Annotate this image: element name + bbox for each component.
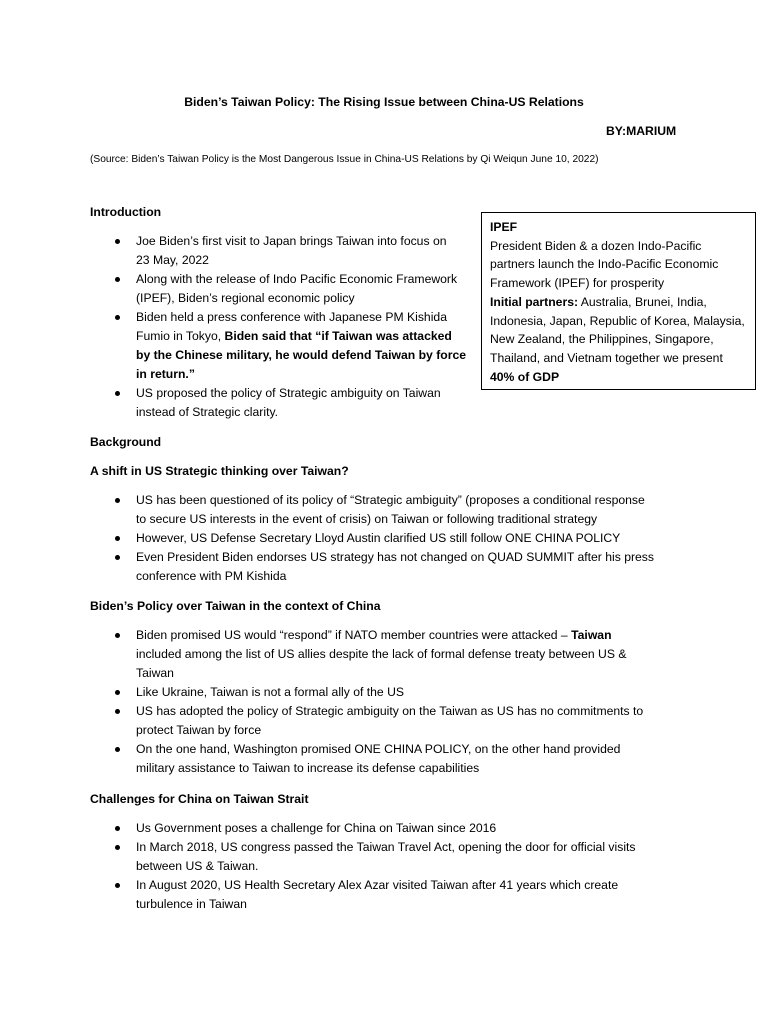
list-item-line: protect Taiwan by force: [136, 723, 262, 737]
ipef-line: Indonesia, Japan, Republic of Korea, Malaysia,: [490, 313, 745, 328]
list-item-line: US proposed the policy of Strategic ambiguity on Taiwan: [136, 386, 441, 400]
list-item-text: Biden promised US would “respond” if NATO member countries were attacked –: [136, 628, 572, 642]
list-item-line: by the Chinese military, he would defend Taiwan by force: [136, 348, 467, 362]
policy-list: [0, 626, 643, 778]
list-item: [0, 548, 654, 586]
list-item: [0, 308, 466, 384]
list-item-line: Us Government poses a challenge for China on Taiwan since 2016: [136, 821, 497, 835]
list-item-line: Taiwan: [136, 666, 174, 680]
list-item-line: Joe Biden’s first visit to Japan brings Taiwan into focus on: [136, 234, 447, 248]
list-item-line: in return.”: [136, 367, 195, 381]
list-item-bold-text: Taiwan: [571, 628, 612, 642]
ipef-line: New Zealand, the Philippines, Singapore,: [490, 332, 714, 347]
ipef-gdp-line: 40% of GDP: [490, 369, 560, 384]
list-item-line: Even President Biden endorses US strategy has not changed on QUAD SUMMIT after his press: [136, 550, 654, 564]
list-item-line: to secure US interests in the event of crisis) on Taiwan or following traditional strategy: [136, 512, 598, 526]
list-item-line: Like Ukraine, Taiwan is not a formal ally of the US: [136, 685, 405, 699]
source-citation: (Source: Biden’s Taiwan Policy is the Most Dangerous Issue in China-US Relations by Qi Weiqun June 10, 2022): [90, 154, 599, 165]
shift-list: [0, 491, 654, 586]
list-item-line: conference with PM Kishida: [136, 569, 287, 583]
list-item: [0, 232, 466, 270]
list-item-line: On the one hand, Washington promised ONE CHINA POLICY, on the other hand provided: [136, 742, 621, 756]
list-item: [0, 838, 636, 876]
author-byline: BY:MARIUM: [606, 124, 677, 138]
challenges-list: [0, 819, 636, 914]
shift-heading: A shift in US Strategic thinking over Taiwan?: [90, 464, 349, 478]
list-item-bold-text: Biden said that “if Taiwan was attacked: [224, 329, 452, 343]
list-item: [0, 529, 654, 548]
list-item-line: Along with the release of Indo Pacific Economic Framework: [136, 272, 458, 286]
ipef-line: President Biden & a dozen Indo-Pacific: [490, 238, 702, 253]
list-item: [0, 876, 636, 914]
list-item: [0, 819, 636, 838]
ipef-line: Framework (IPEF) for prosperity: [490, 276, 665, 291]
background-heading: Background: [90, 435, 162, 449]
list-item-line: [136, 626, 643, 645]
ipef-partners-label: Initial partners:: [490, 294, 579, 309]
introduction-heading: Introduction: [90, 205, 162, 219]
ipef-info-box: [481, 212, 756, 390]
policy-heading: Biden’s Policy over Taiwan in the context of China: [90, 599, 381, 613]
list-item: [0, 740, 643, 778]
list-item-line: included among the list of US allies despite the lack of formal defense treaty between US &: [136, 647, 627, 661]
list-item-line: US has been questioned of its policy of “Strategic ambiguity” (proposes a conditional response: [136, 493, 645, 507]
ipef-partners-text: Australia, Brunei, India,: [578, 294, 707, 309]
list-item: [0, 491, 654, 529]
ipef-partners-line: [490, 293, 755, 312]
list-item: [0, 626, 643, 683]
list-item-line: In August 2020, US Health Secretary Alex Azar visited Taiwan after 41 years which create: [136, 878, 619, 892]
list-item-text: Fumio in Tokyo,: [136, 329, 225, 343]
ipef-line: partners launch the Indo-Pacific Economic: [490, 257, 719, 272]
list-item-line: However, US Defense Secretary Lloyd Austin clarified US still follow ONE CHINA POLICY: [136, 531, 621, 545]
list-item-line: US has adopted the policy of Strategic ambiguity on the Taiwan as US has no commitments to: [136, 704, 644, 718]
list-item-line: In March 2018, US congress passed the Taiwan Travel Act, opening the door for official visits: [136, 840, 636, 854]
list-item: [0, 702, 643, 740]
list-item: [0, 683, 643, 702]
list-item: [0, 270, 466, 308]
list-item-line: instead of Strategic clarity.: [136, 405, 279, 419]
introduction-list: [0, 232, 466, 422]
list-item-line: between US & Taiwan.: [136, 859, 259, 873]
list-item-line: [136, 327, 466, 346]
list-item-line: military assistance to Taiwan to increase its defense capabilities: [136, 761, 480, 775]
list-item-line: Biden held a press conference with Japanese PM Kishida: [136, 310, 447, 324]
document-title: Biden’s Taiwan Policy: The Rising Issue between China-US Relations: [184, 95, 584, 109]
list-item: [0, 384, 466, 422]
list-item-line: (IPEF), Biden’s regional economic policy: [136, 291, 355, 305]
ipef-line: Thailand, and Vietnam together we present: [490, 350, 723, 365]
list-item-line: turbulence in Taiwan: [136, 897, 247, 911]
ipef-heading: IPEF: [490, 220, 518, 234]
challenges-heading: Challenges for China on Taiwan Strait: [90, 792, 309, 806]
list-item-line: 23 May, 2022: [136, 253, 209, 267]
